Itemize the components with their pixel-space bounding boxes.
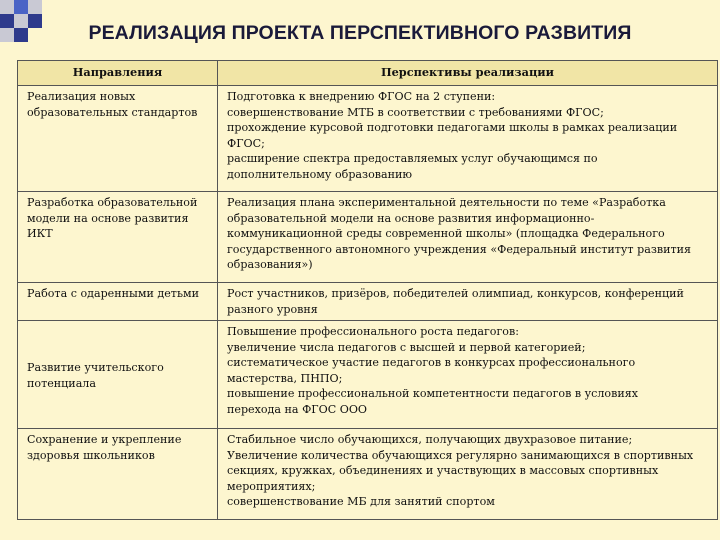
- page-title: РЕАЛИЗАЦИЯ ПРОЕКТА ПЕРСПЕКТИВНОГО РАЗВИТИЯ: [88, 22, 632, 44]
- table-row: [18, 321, 718, 429]
- direction-cell: Сохранение и укрепление здоровья школьников: [18, 429, 218, 520]
- table-header-row: [18, 61, 718, 86]
- direction-cell: Разработка образовательной модели на основе развития ИКТ: [18, 192, 218, 283]
- table-row: [18, 283, 718, 321]
- direction-cell: Развитие учительского потенциала: [18, 321, 218, 429]
- table-row: [18, 429, 718, 520]
- direction-cell: Реализация новых образовательных стандартов: [18, 86, 218, 192]
- table-row: [18, 192, 718, 283]
- deco-square: [28, 0, 42, 14]
- direction-cell: Работа с одаренными детьми: [18, 283, 218, 321]
- prospects-cell: Подготовка к внедрению ФГОС на 2 ступени: совершенствование МТБ в соответствии с требованиями ФГОС; прохождение курсовой подготовки педагогами школы в рамках реализации ФГОС; расширение спектра предоставляемых услуг обучающимся по дополнительному образованию: [218, 86, 718, 192]
- deco-square: [14, 0, 28, 14]
- projects-table: [17, 60, 718, 520]
- table-row: [18, 86, 718, 192]
- prospects-cell: Реализация плана экспериментальной деятельности по теме «Разработка образовательной модели на основе развития информационно- коммуникационной среды современной школы» (площадка Федерального государственного автономного учреждения «Федеральный институт развития образования»): [218, 192, 718, 283]
- column-header-directions: Направления: [18, 61, 218, 86]
- deco-square: [0, 0, 14, 14]
- prospects-cell: Стабильное число обучающихся, получающих двухразовое питание; Увеличение количества обучающихся регулярно занимающихся в спортивных секциях, кружках, объединениях и участвующих в массовых спортивных мероприятиях; совершенствование МБ для занятий спортом: [218, 429, 718, 520]
- column-header-prospects: Перспективы реализации: [218, 61, 718, 86]
- prospects-cell: Повышение профессионального роста педагогов: увеличение числа педагогов с высшей и первой категорией; систематическое участие педагогов в конкурсах профессионального мастерства, ПНПО; повышение профессиональной компетентности педагогов в условиях перехода на ФГОС ООО: [218, 321, 718, 429]
- prospects-cell: Рост участников, призёров, победителей олимпиад, конкурсов, конференций разного уровня: [218, 283, 718, 321]
